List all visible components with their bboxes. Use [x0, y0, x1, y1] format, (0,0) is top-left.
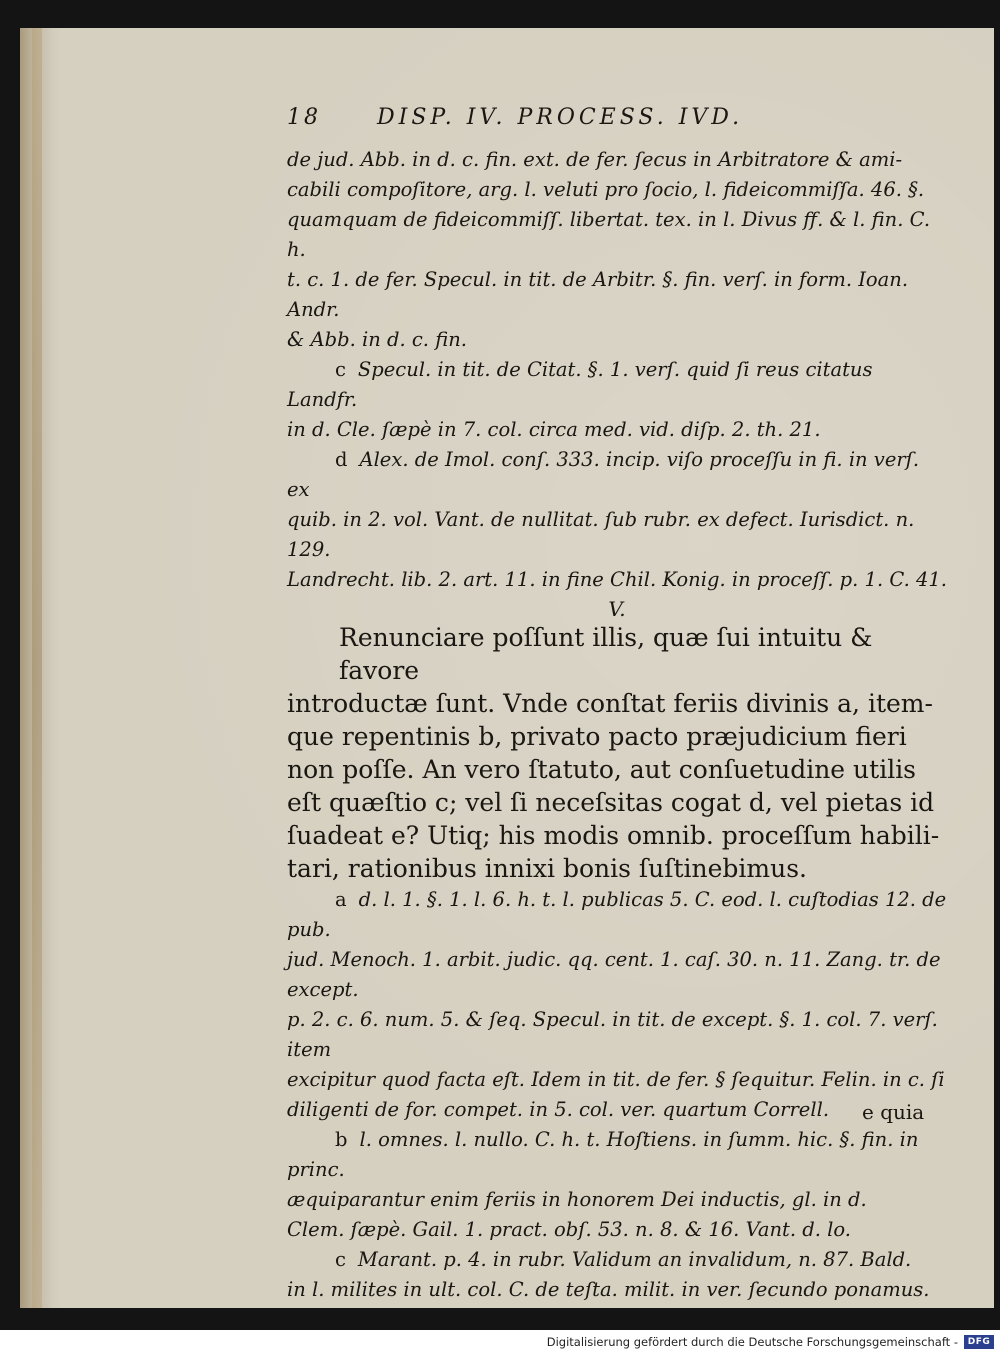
note-line: Marant. p. 4. in rubr. Validum an invalidum, n. 87. Bald.	[357, 1248, 912, 1271]
body-line: introductæ ſunt. Vnde conſtat feriis divinis a, item-	[287, 689, 933, 718]
note-line: cabili compoſitore, arg. l. veluti pro ſocio, l. fideicommiſſa. 46. §.	[287, 178, 925, 201]
note-line: d. l. 1. §. 1. l. 6. h. t. l. publicas 5. C. eod. l. cuſtodias 12. de pub.	[287, 888, 947, 941]
note-d	[287, 1305, 947, 1308]
section-number: V.	[608, 597, 626, 621]
note-line: & Abb. in d. c. fin.	[287, 328, 467, 351]
note-line: Landrecht. lib. 2. art. 11. in fine Chil. Konig. in proceſſ. p. 1. C. 41.	[287, 568, 947, 591]
note-mark: d	[335, 448, 348, 471]
note-c	[287, 1245, 947, 1305]
note-c-top	[287, 355, 947, 445]
page-stain	[32, 28, 42, 1308]
book-page	[20, 28, 994, 1308]
footer-credit: Digitalisierung gefördert durch die Deutsche Forschungsgemeinschaft -	[546, 1335, 958, 1349]
footer-bar	[0, 1330, 1000, 1354]
note-mark	[335, 1305, 347, 1308]
catchword: e quia	[862, 1100, 925, 1124]
note-line: de jud. Abb. in d. c. fin. ext. de fer. ſecus in Arbitratore & ami-	[287, 148, 903, 171]
note-line: in d. Cle. ſæpè in 7. col. circa med. vid. diſp. 2. th. 21.	[287, 418, 821, 441]
body-line: ſuadeat e? Utiq; his modis omnib. proceſſum habili-	[287, 821, 940, 850]
note-line: Alex. de Imol. conſ. 333. incip. viſo proceſſu in fi. in verſ. ex	[287, 448, 920, 501]
note-mark: c	[335, 358, 346, 381]
note-mark: a	[335, 888, 347, 911]
body-paragraph	[287, 621, 947, 885]
page-header	[287, 105, 947, 145]
body-line: Renunciare poſſunt illis, quæ ſui intuitu & favore	[339, 623, 873, 685]
note-line: diligenti de for. compet. in 5. col. ver. quartum Correll.	[287, 1098, 830, 1121]
note-line: quamquam de fideicommiſſ. libertat. tex. in l. Divus ff. & l. fin. C. h.	[287, 208, 931, 261]
dfg-logo-icon: DFG	[964, 1335, 994, 1349]
note-line: Clem. ſæpè. Gail. 1. pract. obſ. 53. n. 8. & 16. Vant. d. lo.	[287, 1218, 852, 1241]
note-d-top	[287, 445, 947, 595]
note-mark: c	[335, 1248, 346, 1271]
note-line: p. 2. c. 6. num. 5. & ſeq. Specul. in tit. de except. §. 1. col. 7. verſ. item	[287, 1008, 938, 1061]
page-number: 18	[287, 105, 321, 130]
note-b	[287, 1125, 947, 1245]
running-head: DISP. IV. PROCESS. IVD.	[377, 105, 744, 130]
note-a	[287, 885, 947, 1125]
page-content	[287, 105, 947, 1308]
body-line: eſt quæſtio c; vel ſi neceſsitas cogat d, vel pietas id	[287, 788, 935, 817]
note-line: l. omnes. l. nullo. C. h. t. Hoſtiens. in ſumm. hic. §. fin. in princ.	[287, 1128, 919, 1181]
note-line: Specul. in tit. de Citat. §. 1. verſ. quid ſi reus citatus Landfr.	[287, 358, 873, 411]
body-line: tari, rationibus innixi bonis ſuſtinebimus.	[287, 854, 808, 883]
note-mark: b	[335, 1128, 348, 1151]
note-line: jud. Menoch. 1. arbit. judic. qq. cent. 1. caſ. 30. n. 11. Zang. tr. de except.	[287, 948, 941, 1001]
body-line: non poſſe. An vero ſtatuto, aut conſuetudine utilis	[287, 755, 917, 784]
body-line: que repentinis b, privato pacto præjudicium fieri	[287, 722, 907, 751]
notes-top	[287, 145, 947, 355]
note-line: æquiparantur enim feriis in honorem Dei inductis, gl. in d.	[287, 1188, 867, 1211]
note-line: in l. milites in ult. col. C. de teſta. milit. in ver. ſecundo ponamus.	[287, 1278, 930, 1301]
note-line: t. c. 1. de fer. Specul. in tit. de Arbitr. §. fin. verſ. in form. Ioan. Andr.	[287, 268, 909, 321]
note-line: excipitur quod facta eſt. Idem in tit. de fer. § ſequitur. Felin. in c. ſi	[287, 1068, 945, 1091]
note-line: quib. in 2. vol. Vant. de nullitat. ſub rubr. ex defect. Iurisdict. n. 129.	[287, 508, 915, 561]
